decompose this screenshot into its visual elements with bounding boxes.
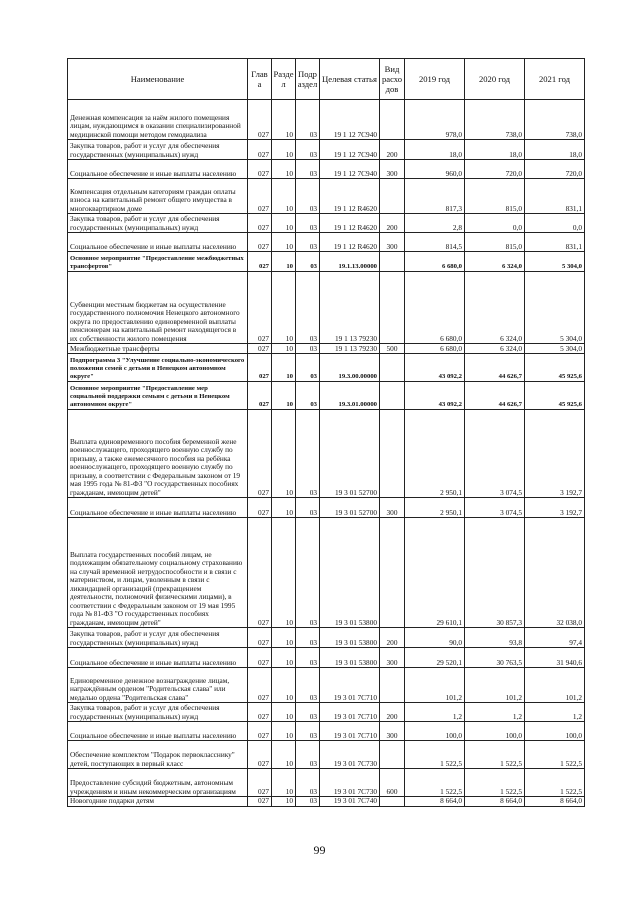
row-article: 19.3.00.00000 (320, 354, 380, 382)
row-article: 19 1 12 R4620 (320, 233, 380, 252)
table-body (68, 100, 585, 807)
row-name: Социальное обеспечение и иные выплаты населению (68, 498, 248, 518)
row-subsection: 03 (296, 252, 320, 272)
row-chapter: 027 (248, 722, 272, 741)
row-subsection: 03 (296, 160, 320, 179)
row-2019: 43 092,2 (405, 354, 465, 382)
row-subsection: 03 (296, 410, 320, 498)
row-2021: 97,4 (525, 628, 585, 648)
row-2020: 720,0 (465, 160, 525, 179)
table-row (68, 382, 585, 410)
row-name: Социальное обеспечение и иные выплаты населению (68, 160, 248, 179)
row-section: 10 (272, 498, 296, 518)
row-article: 19 1 13 79230 (320, 272, 380, 344)
row-expense-type: 200 (380, 703, 405, 722)
row-chapter: 027 (248, 769, 272, 797)
row-section: 10 (272, 703, 296, 722)
row-section: 10 (272, 354, 296, 382)
row-name: Закупка товаров, работ и услуг для обеспечения государственных (муниципальных) нужд (68, 214, 248, 233)
row-article: 19 3 01 7С710 (320, 668, 380, 703)
row-2019: 6 680,0 (405, 344, 465, 354)
row-2021: 3 192,7 (525, 498, 585, 518)
header-subsection: Подр аздел (296, 59, 320, 100)
row-name: Закупка товаров, работ и услуг для обеспечения государственных (муниципальных) нужд (68, 628, 248, 648)
row-section: 10 (272, 252, 296, 272)
row-article: 19.3.01.00000 (320, 382, 380, 410)
row-2020: 0,0 (465, 214, 525, 233)
row-subsection: 03 (296, 179, 320, 214)
row-chapter: 027 (248, 354, 272, 382)
row-name: Денежная компенсация за наём жилого помещения лицам, нуждающимся в оказании специализированной медицинской помощи методом гемодиализа (68, 100, 248, 140)
row-2019: 1 522,5 (405, 741, 465, 769)
row-subsection: 03 (296, 797, 320, 807)
row-2020: 3 074,5 (465, 498, 525, 518)
row-2019: 6 680,0 (405, 252, 465, 272)
row-section: 10 (272, 382, 296, 410)
row-2020: 815,0 (465, 179, 525, 214)
row-subsection: 03 (296, 722, 320, 741)
row-article: 19 3 01 7С740 (320, 797, 380, 807)
header-2019: 2019 год (405, 59, 465, 100)
table-row (68, 797, 585, 807)
row-article: 19 1 12 7C940 (320, 160, 380, 179)
row-section: 10 (272, 741, 296, 769)
row-2019: 18,0 (405, 140, 465, 160)
row-2021: 8 664,0 (525, 797, 585, 807)
row-name: Предоставление субсидий бюджетным, автономным учреждениям и иным некоммерческим организациям (68, 769, 248, 797)
header-expense-type: Вид расхо дов (380, 59, 405, 100)
row-2021: 31 940,6 (525, 648, 585, 668)
row-article: 19 1 12 R4620 (320, 179, 380, 214)
row-chapter: 027 (248, 179, 272, 214)
header-2020: 2020 год (465, 59, 525, 100)
row-subsection: 03 (296, 769, 320, 797)
row-section: 10 (272, 272, 296, 344)
row-name: Выплата единовременного пособия беременной жене военнослужащего, проходящего военную службу по призыву, а также ежемесячного пособия на ребёнка военнослужащего, проходящего военную службу по призыву, в соответствии с Федеральным законом от 19 мая 1995 года № 81-ФЗ "О государственных пособиях гражданам, имеющим детей" (68, 410, 248, 498)
row-article: 19 3 01 7С730 (320, 769, 380, 797)
row-name: Единовременное денежное вознаграждение лицам, награждённым орденом "Родительская слава" или медалью ордена "Родительская слава" (68, 668, 248, 703)
row-chapter: 027 (248, 252, 272, 272)
row-2021: 5 304,0 (525, 272, 585, 344)
row-expense-type (380, 518, 405, 628)
table-row (68, 769, 585, 797)
table-row (68, 354, 585, 382)
row-2021: 45 925,6 (525, 382, 585, 410)
row-2021: 101,2 (525, 668, 585, 703)
row-2021: 1,2 (525, 703, 585, 722)
row-2019: 43 092,2 (405, 382, 465, 410)
table-row (68, 628, 585, 648)
row-2019: 29 610,1 (405, 518, 465, 628)
row-2021: 720,0 (525, 160, 585, 179)
row-expense-type: 300 (380, 722, 405, 741)
row-section: 10 (272, 518, 296, 628)
row-2020: 1,2 (465, 703, 525, 722)
row-name: Социальное обеспечение и иные выплаты населению (68, 233, 248, 252)
row-2021: 0,0 (525, 214, 585, 233)
row-2020: 44 626,7 (465, 382, 525, 410)
row-subsection: 03 (296, 668, 320, 703)
row-subsection: 03 (296, 382, 320, 410)
row-subsection: 03 (296, 233, 320, 252)
row-chapter: 027 (248, 382, 272, 410)
row-expense-type (380, 100, 405, 140)
header-section: Разде л (272, 59, 296, 100)
row-2020: 100,0 (465, 722, 525, 741)
table-row (68, 498, 585, 518)
row-expense-type (380, 741, 405, 769)
table-row (68, 518, 585, 628)
row-2021: 831,1 (525, 179, 585, 214)
row-chapter: 027 (248, 797, 272, 807)
table-row (68, 703, 585, 722)
row-expense-type: 200 (380, 140, 405, 160)
row-article: 19 1 12 R4620 (320, 214, 380, 233)
table-row (68, 410, 585, 498)
row-2019: 100,0 (405, 722, 465, 741)
row-name: Социальное обеспечение и иные выплаты населению (68, 722, 248, 741)
row-expense-type (380, 668, 405, 703)
table-row (68, 214, 585, 233)
row-section: 10 (272, 160, 296, 179)
row-section: 10 (272, 628, 296, 648)
row-expense-type: 600 (380, 769, 405, 797)
row-chapter: 027 (248, 668, 272, 703)
row-2020: 815,0 (465, 233, 525, 252)
row-2021: 100,0 (525, 722, 585, 741)
row-chapter: 027 (248, 518, 272, 628)
row-subsection: 03 (296, 498, 320, 518)
header-row (68, 59, 585, 100)
row-2020: 8 664,0 (465, 797, 525, 807)
row-expense-type: 300 (380, 233, 405, 252)
row-chapter: 027 (248, 140, 272, 160)
header-2021: 2021 год (525, 59, 585, 100)
row-section: 10 (272, 179, 296, 214)
row-2019: 101,2 (405, 668, 465, 703)
row-expense-type (380, 354, 405, 382)
header-chapter: Глав а (248, 59, 272, 100)
row-2019: 2,8 (405, 214, 465, 233)
row-article: 19 1 13 79230 (320, 344, 380, 354)
row-2019: 90,0 (405, 628, 465, 648)
table-row (68, 722, 585, 741)
table-row (68, 140, 585, 160)
row-chapter: 027 (248, 214, 272, 233)
table-row (68, 668, 585, 703)
table-row (68, 100, 585, 140)
table-row (68, 233, 585, 252)
row-name: Выплата государственных пособий лицам, не подлежащим обязательному социальному страхованию на случай временной нетрудоспособности и в связи с материнством, и лицам, уволенным в связи с ликвидацией организаций (прекращением деятельности, полномочий физическими лицами), в соответствии с Федеральным законом от 19 мая 1995 года № 81-ФЗ "О государственных пособиях гражданам, имеющим детей" (68, 518, 248, 628)
row-expense-type (380, 382, 405, 410)
row-2021: 45 925,6 (525, 354, 585, 382)
table-row (68, 741, 585, 769)
row-expense-type (380, 797, 405, 807)
row-name: Закупка товаров, работ и услуг для обеспечения государственных (муниципальных) нужд (68, 703, 248, 722)
row-subsection: 03 (296, 354, 320, 382)
row-chapter: 027 (248, 648, 272, 668)
row-article: 19 3 01 7С730 (320, 741, 380, 769)
row-name: Субвенции местным бюджетам на осуществление государственного полномочия Ненецкого автономного округа по предоставлению единовременной выплаты пенсионерам на капитальный ремонт находящегося в их собственности жилого помещения (68, 272, 248, 344)
row-subsection: 03 (296, 648, 320, 668)
row-expense-type (380, 410, 405, 498)
row-2021: 5 304,0 (525, 344, 585, 354)
row-expense-type: 300 (380, 648, 405, 668)
row-name: Социальное обеспечение и иные выплаты населению (68, 648, 248, 668)
row-2021: 18,0 (525, 140, 585, 160)
row-expense-type: 500 (380, 344, 405, 354)
row-subsection: 03 (296, 100, 320, 140)
row-article: 19 3 01 52700 (320, 410, 380, 498)
row-subsection: 03 (296, 741, 320, 769)
row-section: 10 (272, 233, 296, 252)
table-row (68, 179, 585, 214)
row-article: 19 1 12 7C940 (320, 100, 380, 140)
row-expense-type: 300 (380, 498, 405, 518)
row-2019: 978,0 (405, 100, 465, 140)
row-section: 10 (272, 648, 296, 668)
row-2020: 18,0 (465, 140, 525, 160)
row-2020: 30 763,5 (465, 648, 525, 668)
table-row (68, 252, 585, 272)
row-chapter: 027 (248, 160, 272, 179)
row-2020: 6 324,0 (465, 344, 525, 354)
row-2021: 831,1 (525, 233, 585, 252)
row-2020: 6 324,0 (465, 272, 525, 344)
row-2019: 6 680,0 (405, 272, 465, 344)
row-2021: 738,0 (525, 100, 585, 140)
row-expense-type: 200 (380, 628, 405, 648)
row-article: 19 3 01 53800 (320, 518, 380, 628)
row-subsection: 03 (296, 703, 320, 722)
row-article: 19 3 01 53800 (320, 648, 380, 668)
row-chapter: 027 (248, 272, 272, 344)
row-2020: 30 857,3 (465, 518, 525, 628)
row-section: 10 (272, 410, 296, 498)
table-row (68, 272, 585, 344)
row-name: Основное мероприятие "Предоставление мер социальной поддержки семьям с детьми в Ненецком автономном округе" (68, 382, 248, 410)
row-section: 10 (272, 100, 296, 140)
row-article: 19.1.13.00000 (320, 252, 380, 272)
row-subsection: 03 (296, 272, 320, 344)
row-2019: 814,5 (405, 233, 465, 252)
row-2019: 960,0 (405, 160, 465, 179)
row-2020: 738,0 (465, 100, 525, 140)
row-section: 10 (272, 797, 296, 807)
row-2020: 1 522,5 (465, 769, 525, 797)
row-2020: 1 522,5 (465, 741, 525, 769)
row-chapter: 027 (248, 498, 272, 518)
row-article: 19 3 01 52700 (320, 498, 380, 518)
row-2020: 6 324,0 (465, 252, 525, 272)
row-section: 10 (272, 722, 296, 741)
row-article: 19 3 01 7С710 (320, 703, 380, 722)
row-subsection: 03 (296, 518, 320, 628)
row-article: 19 1 12 7C940 (320, 140, 380, 160)
row-subsection: 03 (296, 214, 320, 233)
row-subsection: 03 (296, 140, 320, 160)
row-chapter: 027 (248, 233, 272, 252)
row-2020: 44 626,7 (465, 354, 525, 382)
row-2021: 32 038,0 (525, 518, 585, 628)
row-expense-type: 300 (380, 160, 405, 179)
page-number: 99 (313, 843, 326, 857)
row-subsection: 03 (296, 344, 320, 354)
row-chapter: 027 (248, 410, 272, 498)
row-2021: 5 304,0 (525, 252, 585, 272)
row-section: 10 (272, 769, 296, 797)
budget-table (67, 58, 585, 807)
row-2021: 1 522,5 (525, 769, 585, 797)
row-2019: 29 520,1 (405, 648, 465, 668)
table-row (68, 648, 585, 668)
row-name: Закупка товаров, работ и услуг для обеспечения государственных (муниципальных) нужд (68, 140, 248, 160)
row-2019: 1,2 (405, 703, 465, 722)
row-name: Новогодние подарки детям (68, 797, 248, 807)
row-name: Основное мероприятие "Предоставление межбюджетных трансфертов" (68, 252, 248, 272)
row-expense-type (380, 272, 405, 344)
row-article: 19 3 01 7С710 (320, 722, 380, 741)
header-name: Наименование (68, 59, 248, 100)
row-name: Компенсация отдельным категориям граждан оплаты взноса на капитальный ремонт общего имущества в многоквартирном доме (68, 179, 248, 214)
row-expense-type (380, 179, 405, 214)
row-chapter: 027 (248, 741, 272, 769)
table-row (68, 344, 585, 354)
row-chapter: 027 (248, 100, 272, 140)
header-article: Целевая статья (320, 59, 380, 100)
row-2020: 101,2 (465, 668, 525, 703)
row-subsection: 03 (296, 628, 320, 648)
row-name: Межбюджетные трансферты (68, 344, 248, 354)
row-section: 10 (272, 344, 296, 354)
row-expense-type (380, 252, 405, 272)
row-article: 19 3 01 53800 (320, 628, 380, 648)
row-name: Обеспечение комплектом "Подарок первокласснику" детей, поступающих в первый класс (68, 741, 248, 769)
row-expense-type: 200 (380, 214, 405, 233)
row-2021: 3 192,7 (525, 410, 585, 498)
row-2019: 2 950,1 (405, 410, 465, 498)
row-2019: 1 522,5 (405, 769, 465, 797)
row-2019: 8 664,0 (405, 797, 465, 807)
row-chapter: 027 (248, 703, 272, 722)
row-2020: 3 074,5 (465, 410, 525, 498)
row-chapter: 027 (248, 344, 272, 354)
row-section: 10 (272, 668, 296, 703)
row-name: Подпрограмма 3 "Улучшение социально-экономического положения семей с детьми в Ненецком автономном округе" (68, 354, 248, 382)
row-2019: 2 950,1 (405, 498, 465, 518)
row-section: 10 (272, 214, 296, 233)
row-2019: 817,3 (405, 179, 465, 214)
row-chapter: 027 (248, 628, 272, 648)
table-row (68, 160, 585, 179)
row-2021: 1 522,5 (525, 741, 585, 769)
row-section: 10 (272, 140, 296, 160)
row-2020: 93,8 (465, 628, 525, 648)
